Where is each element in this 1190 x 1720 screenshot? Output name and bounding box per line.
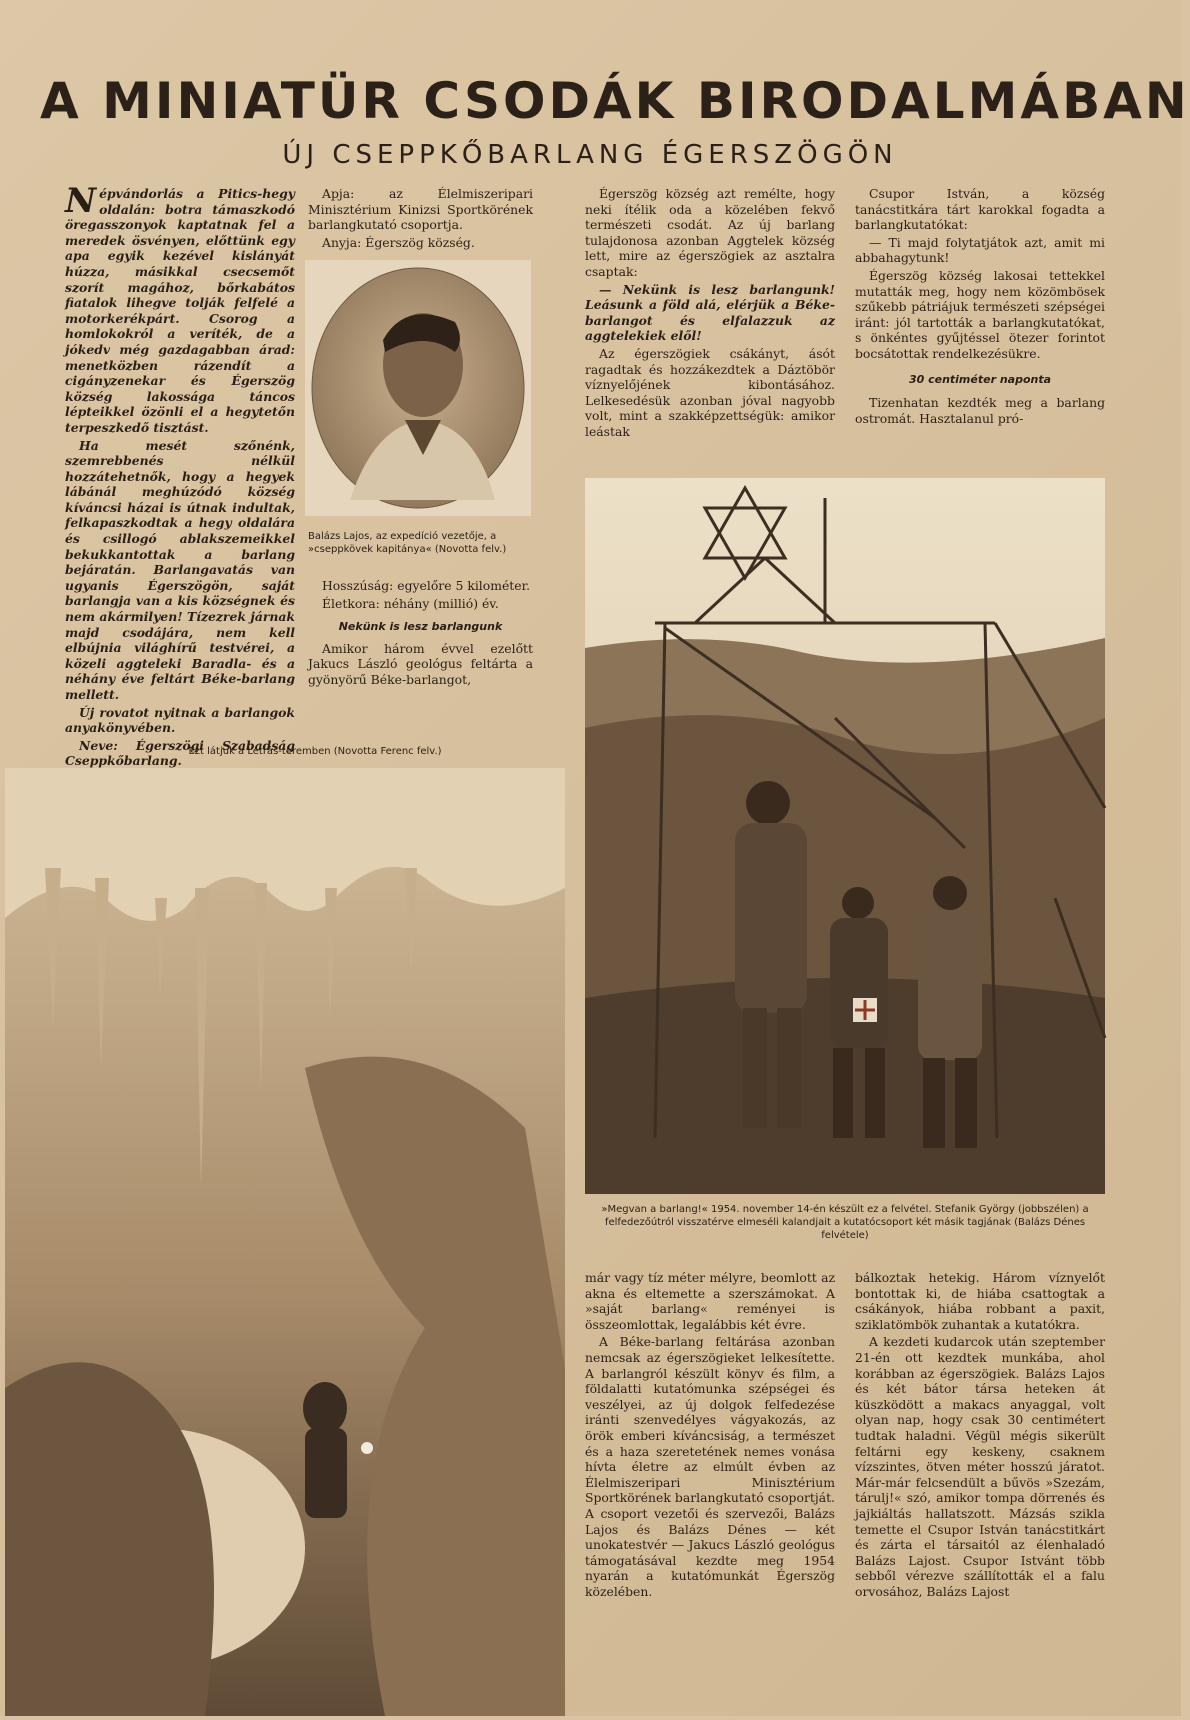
csupor-paragraph-3: Tizenhatan kezdték meg a barlang ostromát. Hasztalanul pró- bbox=[855, 395, 1105, 426]
article-title: A MINIATÜR CSODÁK BIRODALMÁBAN bbox=[40, 72, 1190, 130]
father-line: Apja: az Élelmiszeripari Minisztérium Kinizsi Sportkörének barlangkutató csoportja. bbox=[308, 186, 533, 233]
intro-paragraph-1: épvándorlás a Pitics-hegy oldalán: botra támaszkodó öregasszonyok kaptatnak fel a meredek ösvényen, előttünk egy apa egyik kezével kislányát húzza, másikkal csecsemőt szorít magához, bőrkabátos fiatalok lihegve tolják felfelé a motorkerékpárt. Csorog a homlokokról a veríték, de a jókedv még gazdagabban árad: menetközben rázendít a cigányzenekar és Égerszög község lakossága táncos lépteikkel özönli el a hegytetőn terpeszkedő tisztást. bbox=[65, 186, 295, 435]
group-paragraph-2: A Béke-barlang feltárása azonban nemcsak az égerszögieket lelkesítette. A barlangról készült könyv és film, a földalatti kutatómunka szépségei és veszélyei, az új dolgok felfedezése iránti szenvedélyes vágyakozás, az örök emberi kíváncsiság, a természet és a haza szeretetének nemes vonása hívta életre az elmúlt évben az Élelmiszeripari Minisztérium Sportkörének barlangkutató csoportját. A csoport vezetői és szervezői, Balázs Lajos és Balázs Dénes — két unokatestvér — Jakucs László geológus támogatásával kezdte meg 1954 nyarán a kutatómunkát Égerszög közelében. bbox=[585, 1334, 835, 1599]
egerszog-paragraph-1: Égerszög község azt remélte, hogy neki ítélik oda a közelében fekvő természeti csodát. Az új barlang tulajdonosa azonban Aggtelek község lett, mire az égerszögiek az asztalra csaptak: bbox=[585, 186, 835, 279]
column-beke-group bbox=[585, 1270, 835, 1700]
intro-paragraph-2: Ha mesét szőnénk, szemrebbenés nélkül hozzátehetnők, hogy a hegyek lábánál meghúzódó község kíváncsi házai is útnak indultak, felkapaszkodtak a hegy oldalára és csillogó ablakszemeikkel bekukkantottak a barlang bejáratán. Barlangavatás van ugyanis Égerszögön, saját barlangja van a kis községnek és nem akármilyen! Tízezrek járnak majd csodájára, nem kell elbújnia világhírű testvérei, a közeli aggteleki Baradla- és a néhány éve feltárt Béke-barlang mellett. bbox=[65, 437, 295, 702]
heading-nekunk: Nekünk is lesz barlangunk bbox=[338, 620, 503, 634]
column-egerszog bbox=[585, 186, 835, 466]
portrait-caption: Balázs Lajos, az expedíció vezetője, a »cseppkövek kapitánya« (Novotta felv.) bbox=[308, 531, 507, 555]
csupor-paragraph-2: Égerszög község lakosai tettekkel mutatták meg, hogy nem közömbösek szűkebb pátriájuk természeti szépségei iránt: jól tartották a barlangkutatókat, s önkéntes gyűjtéssel ötezer forintot bocsátottak rendelkezésükre. bbox=[855, 267, 1105, 361]
age-line: Életkora: néhány (millió) év. bbox=[322, 595, 499, 611]
digging-paragraph-1: bálkoztak hetekig. Három víznyelőt bontottak ki, de hiába csattogtak a csákányok, hiába robbant a paxit, sziklatömbök zuhantak a kutatókra. bbox=[855, 1270, 1105, 1332]
cave-photo-frame bbox=[5, 768, 565, 1716]
mother-line: Anyja: Égerszög község. bbox=[322, 234, 475, 250]
expedition-photo-frame bbox=[585, 478, 1105, 1194]
portrait-photo bbox=[305, 260, 531, 516]
cave-photo bbox=[5, 768, 565, 1716]
intro-paragraph-3: Új rovatot nyitnak a barlangok anyakönyvében. bbox=[65, 704, 295, 736]
egerszog-quote: — Nekünk is lesz barlangunk! Leásunk a föld alá, elérjük a Béke-barlangot és elfalazzuk az aggtelekiek elől! bbox=[585, 281, 835, 344]
length-line: Hosszúság: egyelőre 5 kilométer. bbox=[322, 578, 531, 593]
column-csupor bbox=[855, 186, 1105, 466]
csupor-paragraph-1: Csupor István, a község tanácstitkára tárt karokkal fogadta a barlangkutatókat: bbox=[855, 186, 1105, 233]
column-digging bbox=[855, 1270, 1105, 1700]
group-paragraph-1: már vagy tíz méter mélyre, beomlott az akna és eltemette a szerszámokat. A »saját barlang« reményei is összeomlottak, legalábbis két évre. bbox=[585, 1270, 835, 1332]
heading-30cm: 30 centiméter naponta bbox=[908, 372, 1052, 386]
cave-caption: Ezt látjuk a Létrás-teremben (Novotta Ferenc felv.) bbox=[188, 746, 442, 757]
portrait-photo-frame bbox=[305, 260, 531, 516]
expedition-caption: »Megvan a barlang!« 1954. november 14-én készült ez a felvétel. Stefanik György (jobbszélen) a felfedezőútról visszatérve elmeséli kalandjait a kutatócsoport két másik tagjának (Balázs Dénes felvétele) bbox=[601, 1204, 1089, 1241]
drop-cap: N bbox=[65, 181, 97, 221]
article-subtitle: ÚJ CSEPPKŐBARLANG ÉGERSZÖGÖN bbox=[282, 140, 898, 170]
egerszog-paragraph-2: Az égerszögiek csákányt, ásót ragadtak és hozzákezdtek a Dáztöbör víznyelőjének kibontásához. Lelkesedésük azonban jóval nagyobb volt, mint a szakképzettségük: amikor leástak bbox=[585, 345, 835, 439]
expedition-photo bbox=[585, 478, 1105, 1194]
beke-paragraph: Amikor három évvel ezelőtt Jakucs László geológus feltárta a gyönyörű Béke-barlangot, bbox=[308, 640, 533, 687]
column-parents bbox=[308, 186, 533, 256]
column-intro bbox=[65, 181, 295, 769]
column-stats bbox=[308, 578, 533, 728]
intro-paragraph-4: Neve: Égerszögi Szabadság Cseppkőbarlang. bbox=[65, 737, 295, 769]
digging-paragraph-2: A kezdeti kudarcok után szeptember 21-én ott kezdtek munkába, ahol korábban az égerszögiek. Balázs Lajos és két bátor társa heteken át küszködött a makacs anyaggal, volt olyan nap, hogy csak 30 centimétert tudtak haladni. Végül mégis sikerült feltárni egy keskeny, csaknem vízszintes, ötven méter hosszú járatot. Már-már felcsendült a bűvös »Szezám, tárulj!« szó, amikor tompa dörrenés és jajkiáltás hallatszott. Mázsás szikla temette el Csupor István tanácstitkárt és zárta el társaitól az élenhaladó Balázs Lajost. Csupor Istvánt több sebből vérezve szállították el a falu orvosához, Balázs Lajost bbox=[855, 1334, 1105, 1599]
csupor-quote: — Ti majd folytatjátok azt, amit mi abbahagytunk! bbox=[855, 234, 1105, 266]
